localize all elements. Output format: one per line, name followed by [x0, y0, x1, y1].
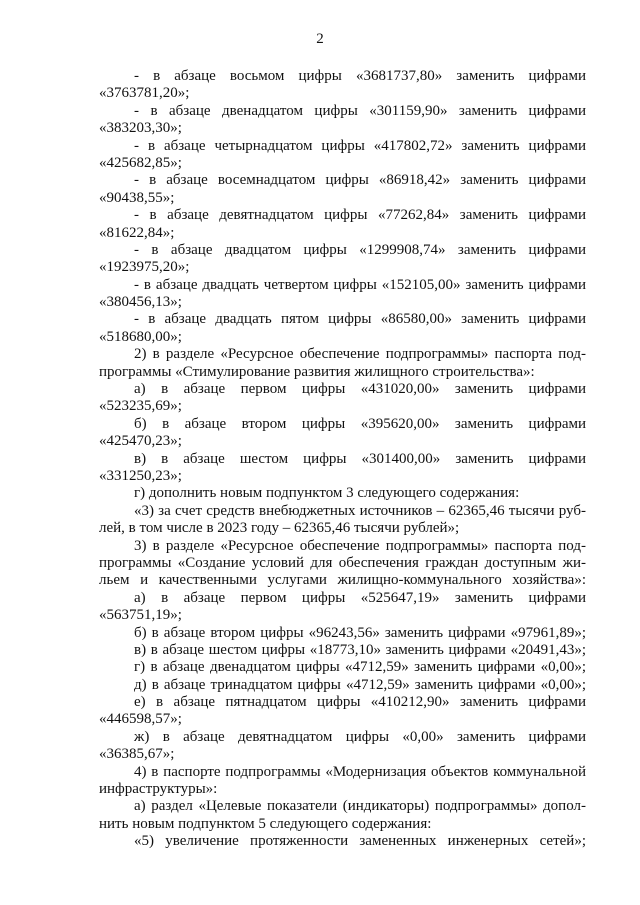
text-line: «3763781,20»;	[99, 85, 190, 102]
text-line: г) дополнить новым подпунктом 3 следующего содержания:	[134, 485, 520, 502]
text-line: «36385,67»;	[99, 746, 175, 763]
text-line: ж) в абзаце девятнадцатом цифры «0,00» заменить цифрами	[134, 728, 586, 745]
text-line: в) в абзаце шестом цифры «301400,00» заменить цифрами	[134, 450, 586, 467]
text-line: - в абзаце двадцатом цифры «1299908,74» заменить цифрами	[134, 241, 586, 258]
text-line: - в абзаце двенадцатом цифры «301159,90» заменить цифрами	[134, 102, 586, 119]
text-line: инфраструктуры»:	[99, 781, 218, 798]
text-line: е) в абзаце пятнадцатом цифры «410212,90» заменить цифрами	[134, 694, 586, 711]
text-line: «1923975,20»;	[99, 259, 190, 276]
document-body	[99, 68, 586, 851]
text-line: 2) в разделе «Ресурсное обеспечение подпрограммы» паспорта под-	[134, 346, 586, 363]
text-line: льем и качественными услугами жилищно-коммунального хозяйства»:	[99, 572, 586, 589]
text-line: лей, в том числе в 2023 году – 62365,46 тысячи рублей»;	[99, 520, 460, 537]
text-line: «81622,84»;	[99, 224, 175, 241]
text-line: б) в абзаце втором цифры «96243,56» заменить цифрами «97961,89»;	[134, 624, 586, 641]
text-line: - в абзаце двадцать четвертом цифры «152105,00» заменить цифрами	[134, 276, 586, 293]
text-line: нить новым подпунктом 5 следующего содержания:	[99, 815, 432, 832]
text-line: «446598,57»;	[99, 711, 182, 728]
text-line: а) раздел «Целевые показатели (индикаторы) подпрограммы» допол-	[134, 798, 586, 815]
text-line: б) в абзаце втором цифры «395620,00» заменить цифрами	[134, 415, 586, 432]
text-line: «90438,55»;	[99, 189, 175, 206]
text-line: - в абзаце четырнадцатом цифры «417802,72» заменить цифрами	[134, 137, 586, 154]
text-line: г) в абзаце двенадцатом цифры «4712,59» заменить цифрами «0,00»;	[134, 659, 586, 676]
text-line: - в абзаце двадцать пятом цифры «86580,00» заменить цифрами	[134, 311, 586, 328]
text-line: - в абзаце восемнадцатом цифры «86918,42» заменить цифрами	[134, 172, 586, 189]
text-line: «331250,23»;	[99, 467, 182, 484]
text-line: 3) в разделе «Ресурсное обеспечение подпрограммы» паспорта под-	[134, 537, 586, 554]
text-line: в) в абзаце шестом цифры «18773,10» заменить цифрами «20491,43»;	[134, 641, 586, 658]
page-number: 2	[316, 31, 324, 47]
text-line: а) в абзаце первом цифры «525647,19» заменить цифрами	[134, 589, 586, 606]
text-line: «380456,13»;	[99, 294, 182, 311]
text-line: «425470,23»;	[99, 433, 182, 450]
text-line: - в абзаце девятнадцатом цифры «77262,84» заменить цифрами	[134, 207, 586, 224]
text-line: программы «Стимулирование развития жилищного строительства»:	[99, 363, 535, 380]
text-line: «383203,30»;	[99, 120, 182, 137]
text-line: 4) в паспорте подпрограммы «Модернизация объектов коммунальной	[134, 763, 586, 780]
text-line: «563751,19»;	[99, 607, 182, 624]
text-line: «5) увеличение протяженности замененных инженерных сетей»;	[134, 833, 586, 850]
text-line: а) в абзаце первом цифры «431020,00» заменить цифрами	[134, 381, 586, 398]
text-line: программы «Создание условий для обеспечения граждан доступным жи-	[99, 554, 586, 571]
text-line: «425682,85»;	[99, 154, 182, 171]
text-line: «523235,69»;	[99, 398, 182, 415]
text-line: д) в абзаце тринадцатом цифры «4712,59» заменить цифрами «0,00»;	[134, 676, 586, 693]
text-line: «518680,00»;	[99, 328, 182, 345]
text-line: «3) за счет средств внебюджетных источников – 62365,46 тысячи руб-	[134, 502, 586, 519]
text-line: - в абзаце восьмом цифры «3681737,80» заменить цифрами	[134, 68, 586, 84]
